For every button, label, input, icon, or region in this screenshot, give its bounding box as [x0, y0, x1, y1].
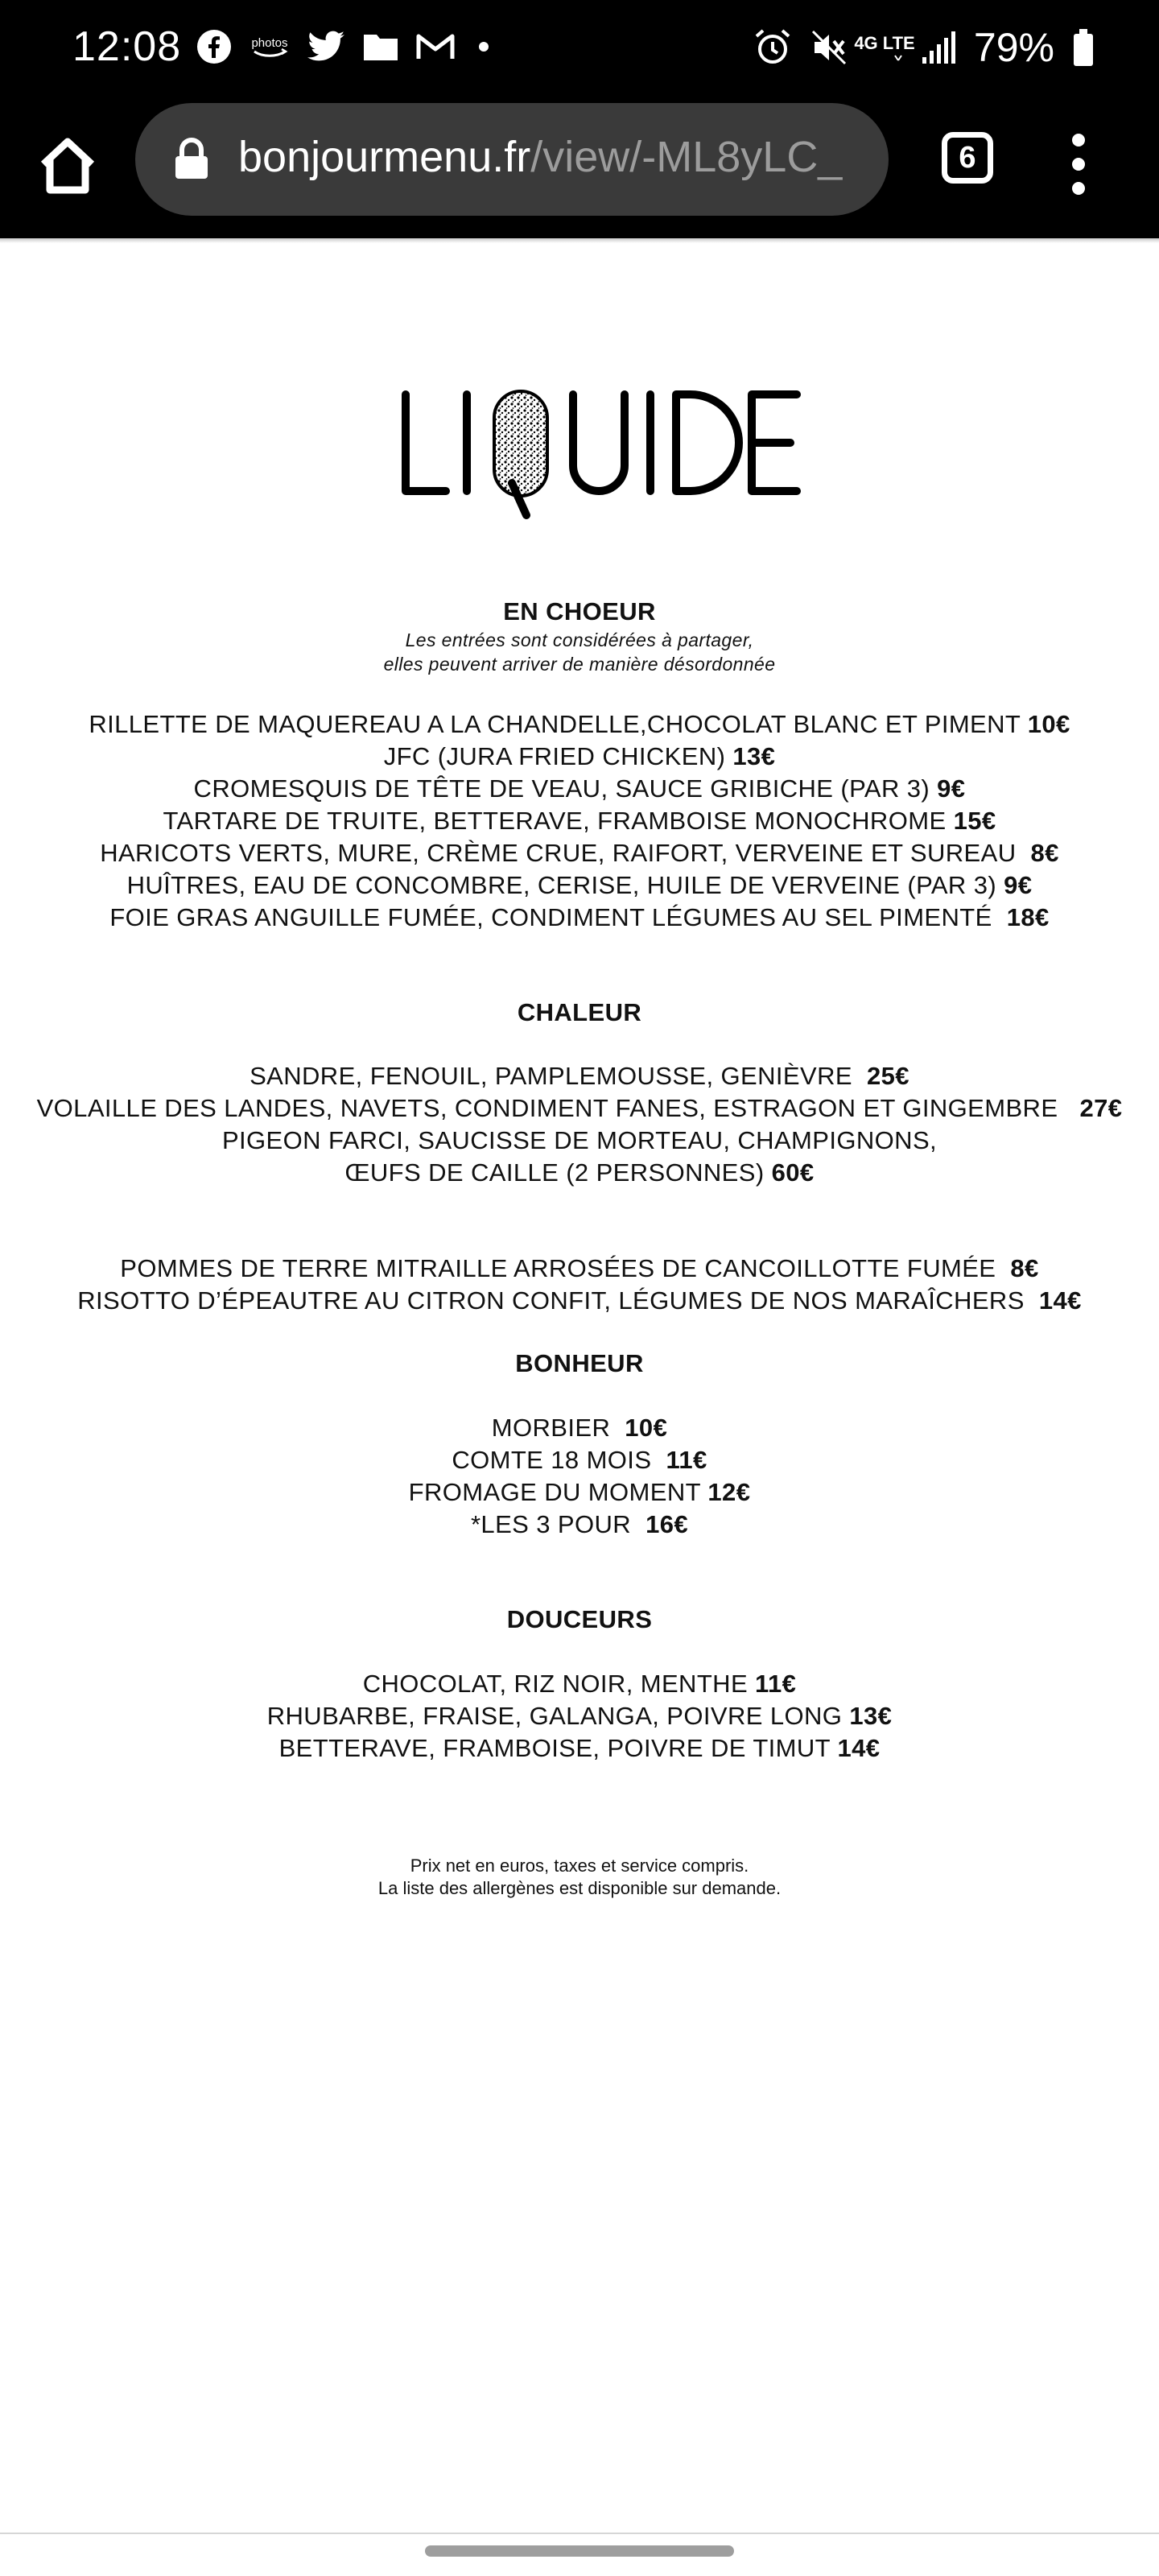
menu-item [0, 902, 1159, 934]
amazon-photos-label: photos [251, 36, 288, 50]
address-bar[interactable] [135, 103, 889, 216]
menu-item [0, 1509, 1159, 1541]
menu-item [0, 1444, 1159, 1476]
item-price: 15€ [953, 807, 996, 835]
nav-divider [0, 2533, 1159, 2534]
battery-percent: 79% [973, 25, 1054, 70]
browser-toolbar [0, 100, 1159, 238]
item-price: 27€ [1079, 1094, 1123, 1122]
signal-icon [921, 30, 956, 65]
item-name: ŒUFS DE CAILLE (2 PERSONNES) [344, 1158, 765, 1187]
section-note-line: Les entrées sont considérées à partager, [405, 630, 754, 650]
section-title: DOUCEURS [506, 1605, 653, 1633]
item-name: CHOCOLAT, RIZ NOIR, MENTHE [362, 1670, 749, 1698]
tab-count: 6 [959, 140, 976, 175]
menu-item [0, 1157, 1159, 1189]
url-text [238, 132, 874, 182]
item-name: FROMAGE DU MOMENT [408, 1478, 701, 1506]
item-name: *LES 3 POUR [470, 1510, 632, 1538]
item-name: PIGEON FARCI, SAUCISSE DE MORTEAU, CHAMPIGNONS, [221, 1126, 938, 1154]
section-chaleur-items [0, 1060, 1159, 1189]
lock-icon [174, 138, 209, 180]
menu-item [0, 1412, 1159, 1444]
item-name: SANDRE, FENOUIL, PAMPLEMOUSSE, GENIÈVRE [250, 1062, 852, 1090]
menu-item [0, 773, 1159, 805]
item-name: RILLETTE DE MAQUEREAU A LA CHANDELLE,CHOCOLAT BLANC ET PIMENT [89, 710, 1021, 738]
menu-item [0, 805, 1159, 837]
item-price: 13€ [732, 742, 776, 770]
menu-item [0, 837, 1159, 869]
status-bar [0, 0, 1159, 100]
item-price: 18€ [1006, 903, 1050, 931]
mute-icon [810, 28, 848, 67]
section-title: BONHEUR [515, 1349, 644, 1377]
section-note-line: elles peuvent arriver de manière désordonnée [383, 654, 776, 675]
item-price: 10€ [1027, 710, 1070, 738]
dot-icon [472, 39, 496, 55]
section-douceurs-items [0, 1668, 1159, 1765]
footer-line: La liste des allergènes est disponible sur demande. [377, 1878, 782, 1898]
item-price: 16€ [645, 1510, 689, 1538]
item-price: 11€ [666, 1446, 707, 1474]
item-price: 13€ [849, 1702, 893, 1730]
item-price: 11€ [755, 1670, 797, 1698]
network-label: 4G LTE [854, 33, 915, 53]
facebook-icon [196, 29, 232, 64]
gesture-nav-handle[interactable] [425, 2545, 734, 2557]
menu-item [0, 741, 1159, 773]
section-en-choeur-items [0, 708, 1159, 934]
item-name: POMMES DE TERRE MITRAILLE ARROSÉES DE CANCOILLOTTE FUMÉE [120, 1254, 996, 1282]
item-name: HUÎTRES, EAU DE CONCOMBRE, CERISE, HUILE DE VERVEINE (PAR 3) [126, 871, 997, 899]
section-chaleur [0, 997, 1159, 1029]
item-name: COMTE 18 MOIS [452, 1446, 652, 1474]
item-price: 9€ [1004, 871, 1033, 899]
browser-menu-button[interactable] [1061, 132, 1096, 196]
item-name: VOLAILLE DES LANDES, NAVETS, CONDIMENT FANES, ESTRAGON ET GINGEMBRE [36, 1094, 1058, 1122]
home-icon [35, 134, 100, 198]
alarm-icon [753, 28, 792, 67]
gmail-icon [415, 31, 456, 62]
item-name: RISOTTO D’ÉPEAUTRE AU CITRON CONFIT, LÉGUMES DE NOS MARAÎCHERS [77, 1286, 1025, 1315]
section-chaleur-sides [0, 1253, 1159, 1317]
item-price: 9€ [937, 774, 966, 803]
toolbar-shadow [0, 238, 1159, 243]
footer-line: Prix net en euros, taxes et service compris. [410, 1856, 749, 1876]
item-price: 25€ [866, 1062, 909, 1090]
item-name: FOIE GRAS ANGUILLE FUMÉE, CONDIMENT LÉGUMES AU SEL PIMENTÉ [109, 903, 992, 931]
section-bonheur [0, 1348, 1159, 1380]
item-price: 8€ [1010, 1254, 1039, 1282]
notification-icons [196, 29, 496, 64]
url-path: /view/-ML8yLC_ [530, 133, 843, 181]
item-name: JFC (JURA FRIED CHICKEN) [383, 742, 726, 770]
system-icons [753, 24, 1095, 71]
menu-item [0, 1668, 1159, 1700]
item-price: 12€ [707, 1478, 751, 1506]
folder-icon [362, 31, 399, 62]
item-name: MORBIER [491, 1414, 611, 1442]
item-price: 8€ [1030, 839, 1059, 867]
url-domain: bonjourmenu.fr [238, 133, 531, 181]
section-bonheur-items [0, 1412, 1159, 1541]
battery-icon [1072, 27, 1095, 68]
item-name: TARTARE DE TRUITE, BETTERAVE, FRAMBOISE MONOCHROME [163, 807, 947, 835]
menu-item [0, 708, 1159, 741]
section-en-choeur [0, 596, 1159, 676]
network-4g-icon [854, 28, 915, 67]
section-douceurs [0, 1604, 1159, 1636]
menu-item [0, 1092, 1159, 1125]
menu-item [0, 1700, 1159, 1732]
menu-item [0, 1060, 1159, 1092]
menu-item [0, 1285, 1159, 1317]
item-name: HARICOTS VERTS, MURE, CRÈME CRUE, RAIFORT, VERVEINE ET SUREAU [100, 839, 1017, 867]
twitter-icon [307, 31, 346, 63]
item-name: RHUBARBE, FRAISE, GALANGA, POIVRE LONG [266, 1702, 843, 1730]
restaurant-logo [394, 370, 813, 515]
item-price: 60€ [771, 1158, 815, 1187]
item-price: 10€ [625, 1414, 668, 1442]
menu-item [0, 1476, 1159, 1509]
item-price: 14€ [1038, 1286, 1082, 1315]
amazon-photos-icon [248, 29, 291, 64]
status-time: 12:08 [72, 23, 182, 70]
item-name: BETTERAVE, FRAMBOISE, POIVRE DE TIMUT [278, 1734, 831, 1762]
menu-item [0, 1125, 1159, 1157]
item-price: 14€ [837, 1734, 881, 1762]
menu-item [0, 869, 1159, 902]
section-title: CHALEUR [517, 998, 642, 1026]
menu-footer [0, 1855, 1159, 1900]
home-button[interactable] [35, 134, 100, 198]
section-title: EN CHOEUR [503, 597, 656, 625]
item-name: CROMESQUIS DE TÊTE DE VEAU, SAUCE GRIBICHE (PAR 3) [193, 774, 930, 803]
menu-item [0, 1253, 1159, 1285]
tab-switcher-button[interactable] [942, 132, 993, 184]
menu-item [0, 1732, 1159, 1765]
